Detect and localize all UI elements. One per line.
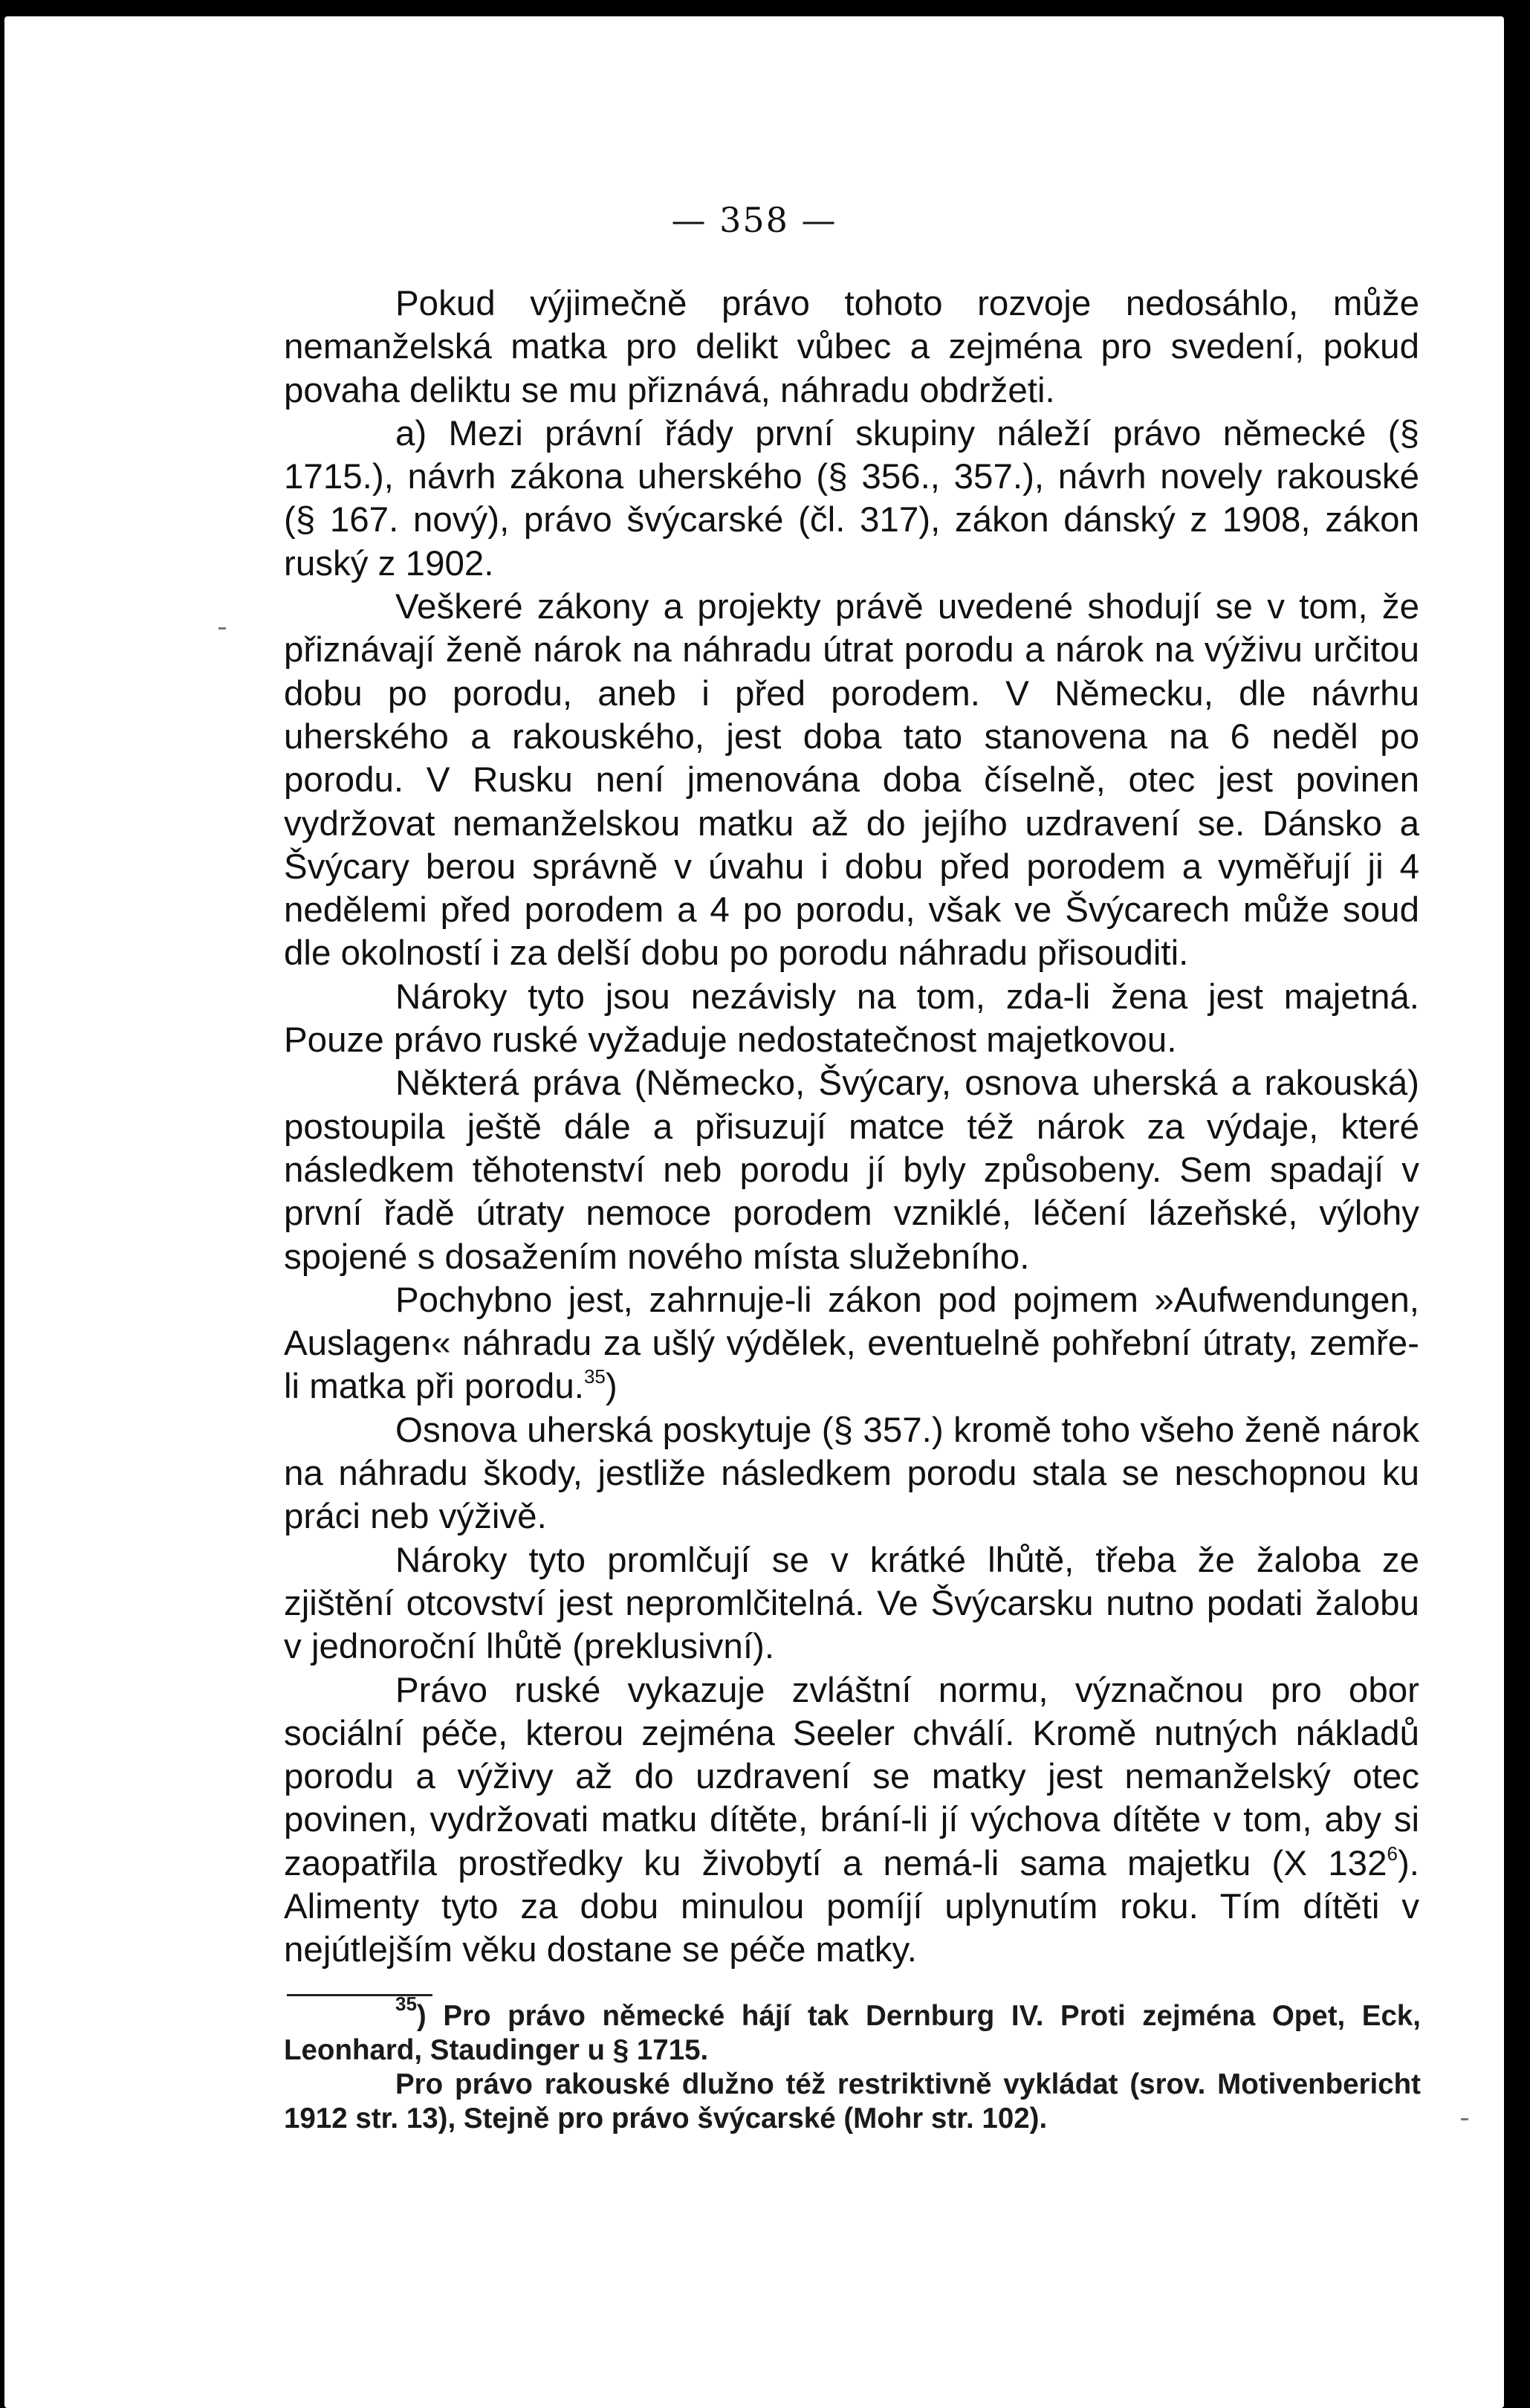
footnote: Pro právo rakouské dlužno též restriktivně vykládat (srov. Motivenbericht 1912 str. 13), Stejně pro právo švýcarské (Mohr str. 102). (284, 2068, 1421, 2134)
page-number: — 358 — (671, 200, 837, 240)
footnote-marker: 35 (395, 1993, 417, 2015)
paragraph: Pokud výjimečně právo tohoto rozvoje nedosáhlo, může nemanželská matka pro delikt vůbec a zejména pro svedení, pokud povaha deliktu se mu přiznává, náhradu obdržeti. (284, 284, 1419, 410)
body-text (284, 282, 1419, 1972)
paragraph-text: ). Alimenty tyto za dobu minulou pomíjí uplynutím roku. Tím dítěti v nejútlejším věku dostane se péče matky. (284, 1843, 1419, 1970)
footnote-reference: 35 (583, 1365, 606, 1388)
paragraph (284, 1669, 1419, 1972)
paragraph: Nároky tyto promlčují se v krátké lhůtě, třeba že žaloba ze zjištění otcovství jest nepromlčitelná. Ve Švýcarsku nutno podati žalobu v jednoroční lhůtě (preklusivní). (284, 1540, 1419, 1667)
superscript: 6 (1387, 1842, 1398, 1865)
footnote (284, 1993, 1421, 2068)
paragraph: a) Mezi právní řády první skupiny náleží právo německé (§ 1715.), návrh zákona uherského (§ 356., 357.), návrh novely rakouské (§ 167. nový), právo švýcarské (čl. 317), zákon dánský z 1908, zákon ruský z 1902. (284, 413, 1419, 583)
scan-speck (1461, 2118, 1468, 2120)
paragraph-text: Právo ruské vykazuje zvláštní normu, význačnou pro obor sociální péče, kterou zejména Seeler chválí. Kromě nutných nákladů porodu a výživy až do uzdravení se matky jest nemanželský otec povinen, vydržovati matku dítěte, brání-li jí výchova dítěte v tom, aby si zaopatřila prostředky ku živobytí a nemá-li sama majetku (X 132 (284, 1670, 1419, 1883)
paragraph: Některá práva (Německo, Švýcary, osnova uherská a rakouská) postoupila ještě dále a přisuzují matce též nárok za výdaje, které následkem těhotenství neb porodu jí byly způsobeny. Sem spadají v první řadě útraty nemoce porodem vzniklé, léčení lázeňské, výlohy spojené s dosažením nového místa služebního. (284, 1064, 1419, 1277)
paragraph-text: Pochybno jest, zahrnuje-li zákon pod pojmem »Aufwendungen, Auslagen« náhradu za ušlý výdělek, eventuelně pohřební útraty, zemře-li matka při porodu. (284, 1280, 1419, 1407)
paragraph (284, 1279, 1419, 1409)
paragraph: Veškeré zákony a projekty právě uvedené shodují se v tom, že přiznávají ženě nárok na náhradu útrat porodu a nárok na výživu určitou dobu po porodu, aneb i před porodem. V Německu, dle návrhu uherského a rakouského, jest doba tato stanovena na 6 neděl po porodu. V Rusku není jmenována doba číselně, otec jest povinen vydržovat nemanželskou matku až do jejího uzdravení se. Dánsko a Švýcary berou správně v úvahu i dobu před porodem a vyměřují ji 4 nedělemi před porodem a 4 po porodu, však ve Švýcarech může soud dle okolností i za delší dobu po porodu náhradu přisouditi. (284, 587, 1419, 974)
paragraph: Osnova uherská poskytuje (§ 357.) kromě toho všeho ženě nárok na náhradu škody, jestliže následkem porodu stala se neschopnou ku práci neb výživě. (284, 1410, 1419, 1537)
paragraph: Nároky tyto jsou nezávisly na tom, zda-li žena jest majetná. Pouze právo ruské vyžaduje nedostatečnost majetkovou. (284, 977, 1419, 1061)
footnotes (284, 1993, 1421, 2136)
paragraph-text: ) (605, 1367, 617, 1407)
scan-speck (218, 627, 226, 629)
footnote-text: ) Pro právo německé hájí tak Dernburg IV. Proti zejména Opet, Eck, Leonhard, Staudinger u § 1715. (284, 2000, 1421, 2066)
